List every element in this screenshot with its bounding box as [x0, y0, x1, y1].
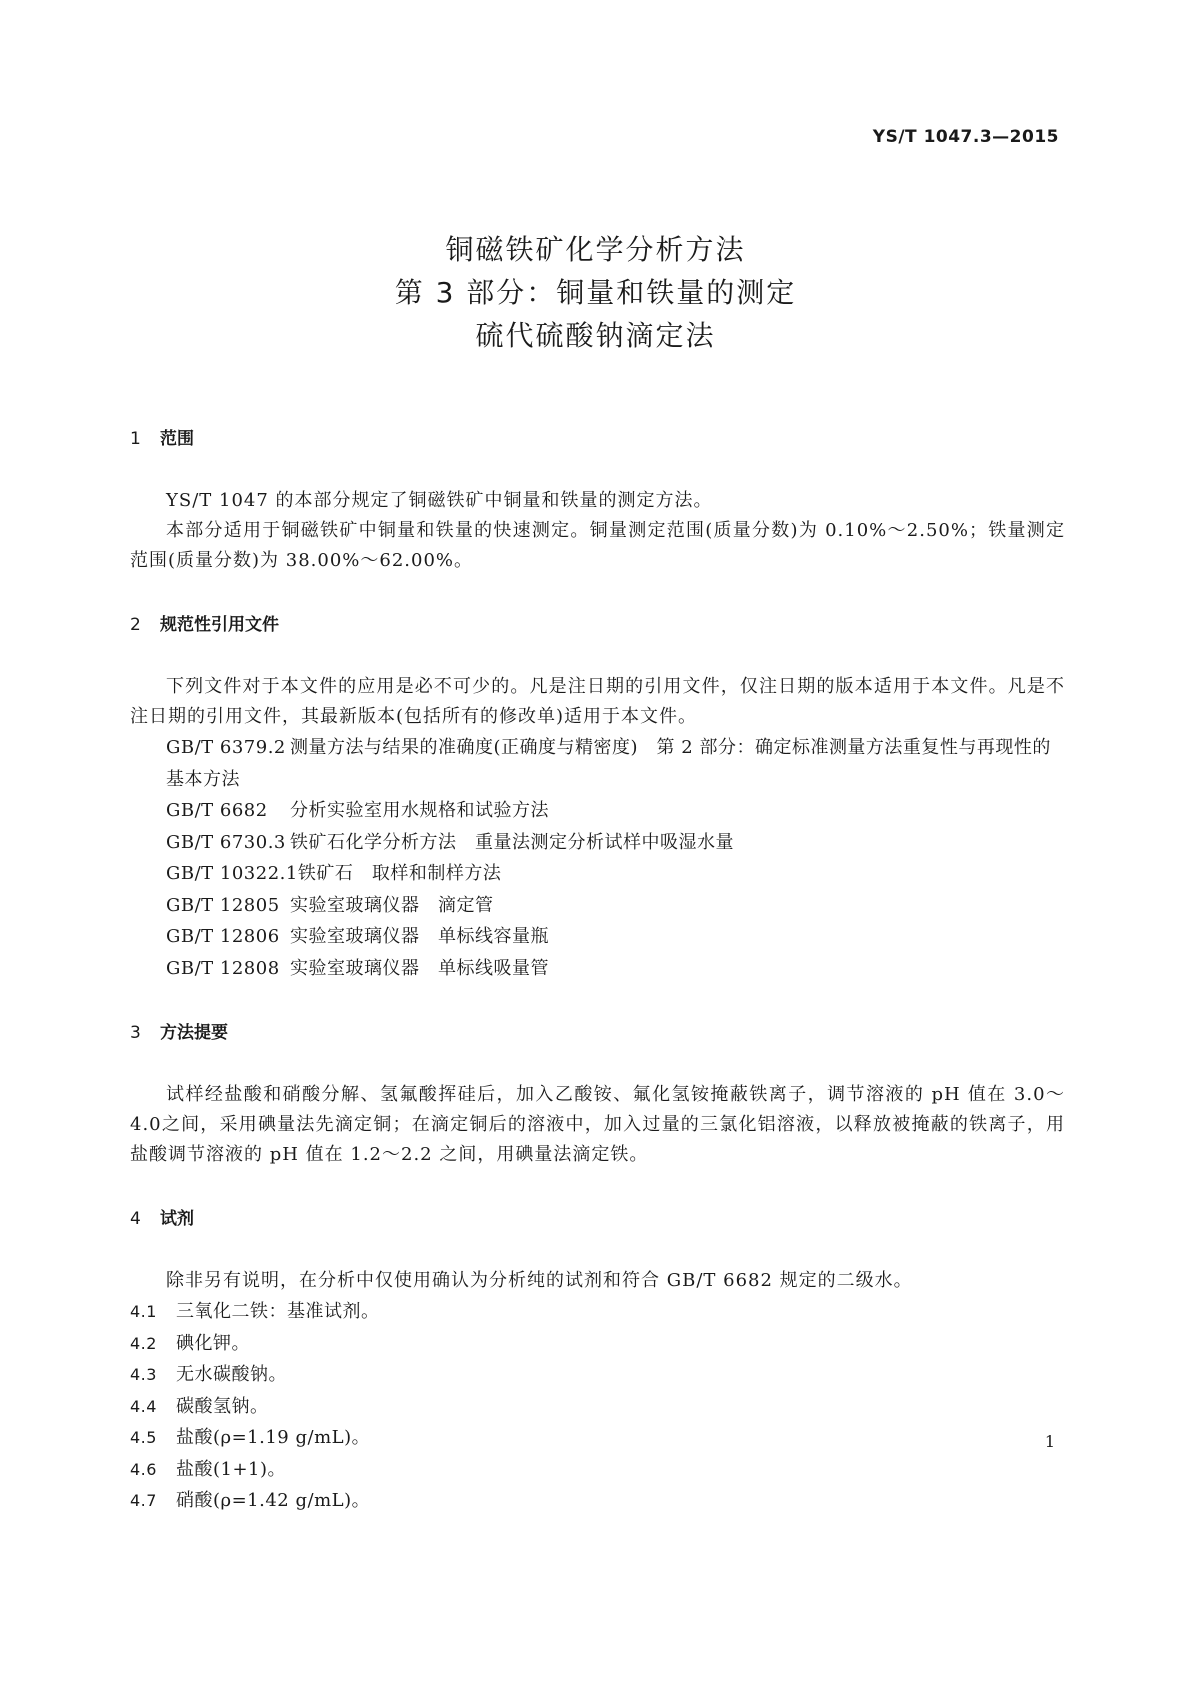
section-title: 范围 — [160, 429, 194, 449]
title-line-3: 硫代硫酸钠滴定法 — [475, 319, 716, 352]
reagent-text: 无水碳酸钠。 — [176, 1364, 287, 1385]
reagent-text: 三氧化二铁：基准试剂。 — [176, 1301, 380, 1322]
reference-item — [130, 795, 1065, 827]
reference-title: 实验室玻璃仪器 单标线容量瓶 — [290, 926, 549, 947]
reagent-number: 4.2 — [130, 1333, 157, 1353]
section-heading-reagents — [130, 1204, 1065, 1234]
reagent-item — [130, 1454, 1065, 1486]
reagent-text: 盐酸(1+1)。 — [176, 1458, 287, 1480]
reference-item — [130, 858, 1065, 890]
reference-title: 铁矿石化学分析方法 重量法测定分析试样中吸湿水量 — [290, 831, 734, 853]
title-line-2: 第 3 部分：铜量和铁量的测定 — [394, 276, 797, 309]
reference-title: 测量方法与结果的准确度(正确度与精密度) 第 2 部分：确定标准测量方法重复性与再现性的基本方法 — [166, 737, 1051, 790]
reference-code: GB/T 12806 — [166, 926, 280, 947]
paragraph: 试样经盐酸和硝酸分解、氢氟酸挥硅后，加入乙酸铵、氟化氢铵掩蔽铁离子，调节溶液的 pH 值在 3.0～4.0之间，采用碘量法先滴定铜；在滴定铜后的溶液中，加入过量的三氯化铝溶液，以释放被掩蔽的铁离子，用盐酸调节溶液的 pH 值在 1.2～2.2 之间，用碘量法滴定铁。 — [130, 1084, 1065, 1165]
reference-code: GB/T 6730.3 — [166, 831, 286, 853]
standard-code: YS/T 1047.3—2015 — [872, 127, 1059, 147]
section-number: 3 — [130, 1023, 141, 1043]
document-title — [0, 228, 1191, 357]
reagent-number: 4.1 — [130, 1302, 157, 1321]
reagent-number: 4.6 — [130, 1459, 157, 1479]
title-line-1: 铜磁铁矿化学分析方法 — [445, 233, 746, 266]
paragraph: 本部分适用于铜磁铁矿中铜量和铁量的快速测定。铜量测定范围(质量分数)为 0.10%～2.50%；铁量测定范围(质量分数)为 38.00%～62.00%。 — [130, 520, 1065, 571]
reference-title: 铁矿石 取样和制样方法 — [297, 863, 502, 884]
section-number: 2 — [130, 615, 141, 635]
reference-item — [130, 953, 1065, 985]
reference-code: GB/T 12805 — [166, 894, 280, 916]
reference-item — [130, 921, 1065, 953]
section-heading-scope — [130, 424, 1065, 454]
section-title: 方法提要 — [160, 1023, 228, 1043]
reference-code: GB/T 12808 — [166, 957, 280, 979]
paragraph: YS/T 1047 的本部分规定了铜磁铁矿中铜量和铁量的测定方法。 — [166, 490, 713, 511]
reagent-text: 盐酸(ρ=1.19 g/mL)。 — [176, 1427, 371, 1448]
reagent-item — [130, 1359, 1065, 1391]
reference-item — [130, 732, 1065, 795]
paragraph: 下列文件对于本文件的应用是必不可少的。凡是注日期的引用文件，仅注日期的版本适用于本文件。凡是不注日期的引用文件，其最新版本(包括所有的修改单)适用于本文件。 — [130, 676, 1065, 727]
reagent-text: 碘化钾。 — [176, 1332, 250, 1354]
reagent-number: 4.7 — [130, 1491, 157, 1510]
reagent-item — [130, 1296, 1065, 1328]
section-number: 4 — [130, 1209, 141, 1229]
reagent-item — [130, 1328, 1065, 1360]
reagent-number: 4.4 — [130, 1396, 157, 1416]
section-title: 试剂 — [160, 1209, 194, 1229]
reference-title: 分析实验室用水规格和试验方法 — [290, 800, 549, 821]
section-title: 规范性引用文件 — [160, 615, 279, 635]
reference-item — [130, 890, 1065, 922]
reference-code: GB/T 10322.1 — [166, 863, 298, 884]
section-heading-references — [130, 610, 1065, 640]
section-heading-principle — [130, 1018, 1065, 1048]
section-number: 1 — [130, 429, 141, 449]
reagent-text: 碳酸氢钠。 — [176, 1395, 269, 1417]
reagent-number: 4.5 — [130, 1428, 157, 1447]
reference-title: 实验室玻璃仪器 单标线吸量管 — [290, 957, 549, 979]
document-body — [130, 424, 1065, 1517]
page-number: 1 — [1044, 1432, 1055, 1451]
reference-title: 实验室玻璃仪器 滴定管 — [290, 894, 494, 916]
reagent-text: 硝酸(ρ=1.42 g/mL)。 — [176, 1490, 371, 1511]
reagent-item — [130, 1485, 1065, 1517]
reference-item — [130, 827, 1065, 859]
reference-code: GB/T 6379.2 — [166, 737, 286, 758]
reference-code: GB/T 6682 — [166, 800, 268, 821]
reagent-item — [130, 1422, 1065, 1454]
reagent-item — [130, 1391, 1065, 1423]
paragraph: 除非另有说明，在分析中仅使用确认为分析纯的试剂和符合 GB/T 6682 规定的二级水。 — [166, 1270, 913, 1291]
reagent-number: 4.3 — [130, 1365, 157, 1384]
